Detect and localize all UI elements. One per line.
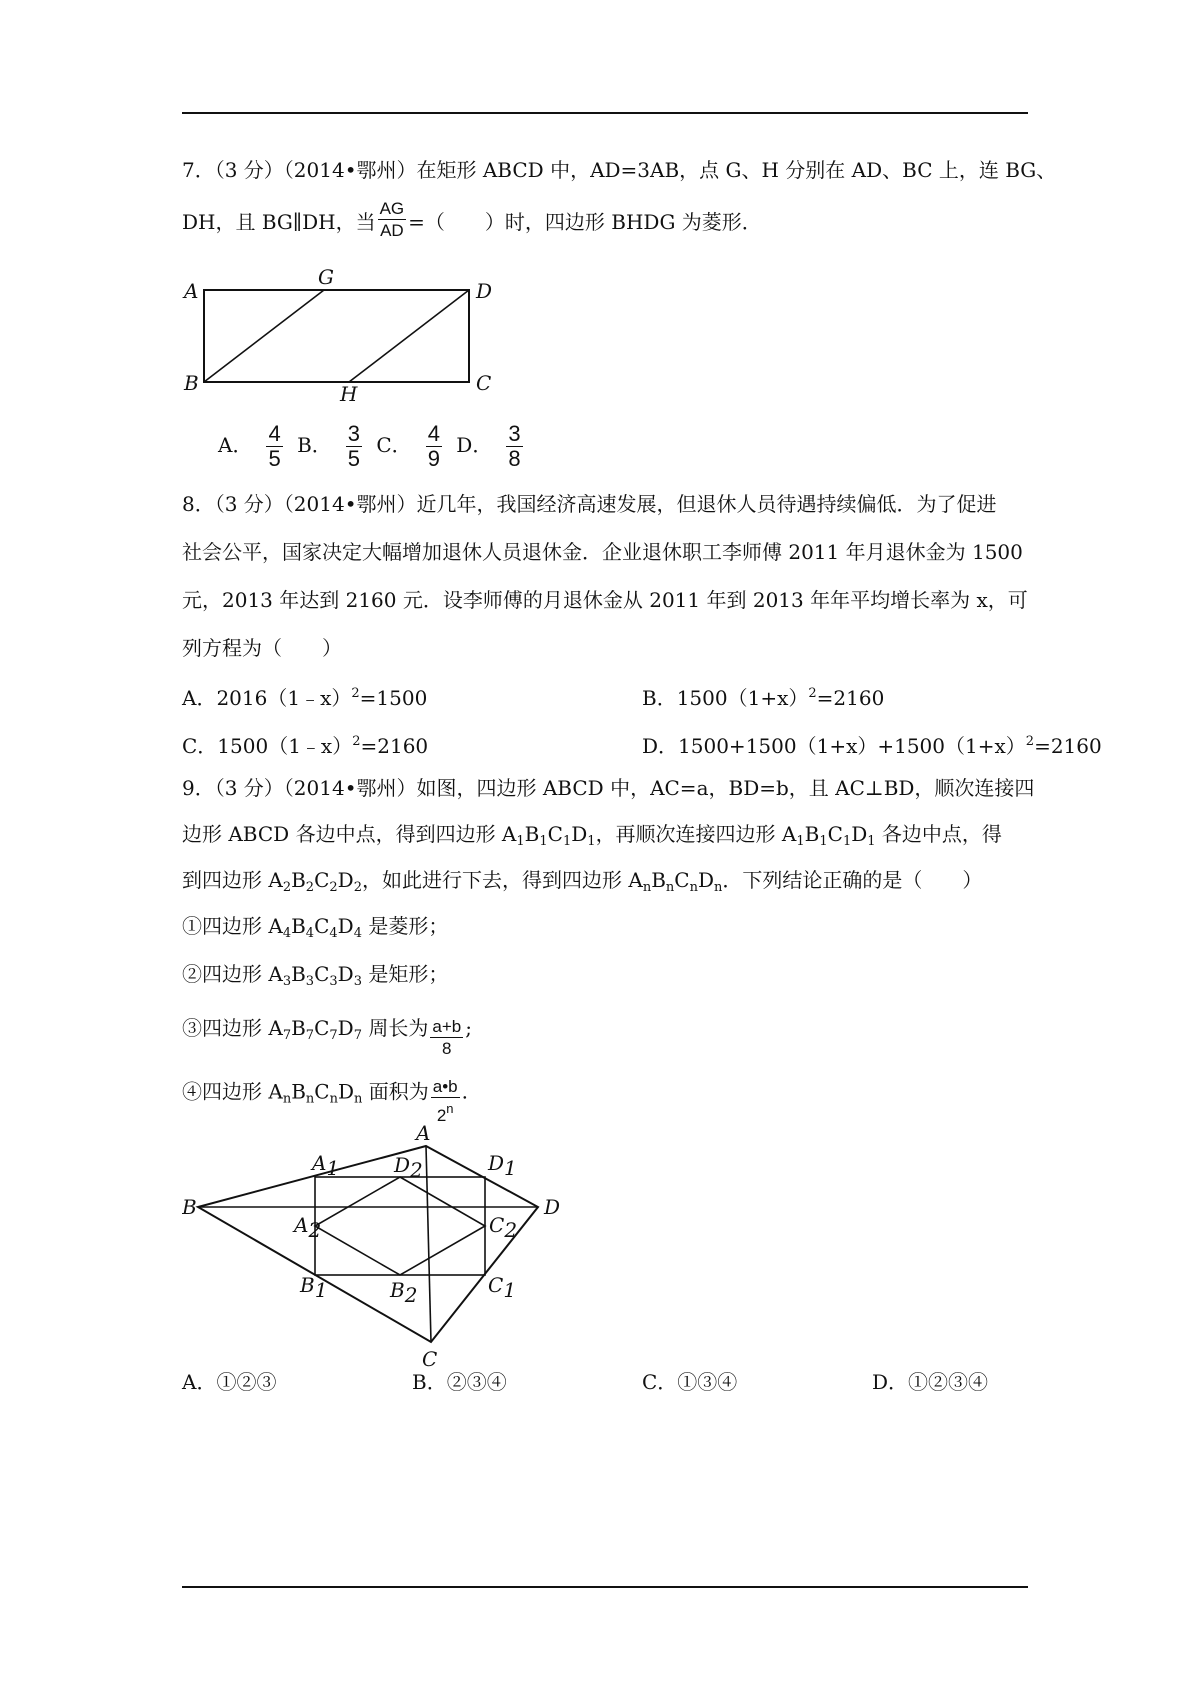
label-c1: C1	[488, 1273, 517, 1302]
header-rule	[182, 112, 1028, 114]
q9-line-3: 到四边形 $A_2B_2C_2D_2$，如此进行下去，得到四边形 $A_nB_nC_nD_n$．下列结论正确的是（ ）	[182, 868, 983, 895]
q8-line-3: 元，2013 年达到 2160 元．设李师傅的月退休金从 2011 年到 2013 年年平均增长率为 x，可	[182, 588, 1028, 612]
q9-line-1: 9．（3 分）（2014•鄂州）如图，四边形 ABCD 中，AC=a，BD=b，且 AC⊥BD，顺次连接四	[182, 776, 1035, 800]
label-d1: D1	[488, 1151, 517, 1180]
label-b2: B2	[390, 1278, 418, 1307]
q9-option-d[interactable]: D．①②③④	[872, 1370, 989, 1394]
q8-line-4: 列方程为（ ）	[182, 636, 342, 660]
diagonal-ac	[426, 1146, 431, 1342]
label-a2: A2	[294, 1213, 322, 1242]
label-a1: A1	[312, 1151, 340, 1180]
q7-option-b[interactable]: B． $\frac{3}{5}$	[297, 421, 361, 471]
q9-fraction-area: $\frac{a•b}{2^n}$	[432, 1077, 458, 1125]
label-b1: B1	[300, 1273, 328, 1302]
q7-option-a[interactable]: A． $\frac{4}{5}$	[218, 421, 281, 471]
segment-dh	[349, 290, 469, 382]
rect-abcd	[204, 290, 469, 382]
q9-statement-2: ②四边形 $A_3B_3C_3D_3$ 是矩形；	[182, 962, 449, 989]
label-b: B	[182, 1195, 197, 1219]
quad-a2b2c2d2	[315, 1177, 485, 1275]
q8-option-d[interactable]: D．$1500+1500(1+x)+1500(1+x)^2=2160$	[642, 734, 1102, 758]
q7-text-pre: DH，且 BG∥DH，当	[182, 210, 376, 234]
label-g: G	[318, 265, 334, 289]
label-c: C	[422, 1347, 438, 1371]
label-b: B	[184, 371, 199, 395]
q7-option-d[interactable]: D． $\frac{3}{8}$	[456, 421, 521, 471]
q7-line-2	[182, 199, 762, 245]
label-c2: C2	[489, 1213, 518, 1242]
q7-rectangle-figure	[182, 262, 522, 402]
footer-rule	[182, 1586, 1028, 1588]
label-a: A	[184, 279, 199, 303]
label-d2: D2	[394, 1153, 423, 1182]
q9-option-c[interactable]: C．①③④	[642, 1370, 738, 1394]
label-c: C	[476, 371, 492, 395]
label-d: D	[544, 1195, 561, 1219]
label-a: A	[416, 1122, 431, 1145]
q9-statement-1: ①四边形 $A_4B_4C_4D_4$ 是菱形；	[182, 914, 449, 941]
q9-statement-4: ④四边形 $A_nB_nC_nD_n$ 面积为 $\frac{a•b}{2^n}$ .	[182, 1077, 468, 1125]
q8-line-2: 社会公平，国家决定大幅增加退休人员退休金．企业退休职工李师傅 2011 年月退休金为 1500	[182, 540, 1023, 564]
q7-options	[218, 422, 525, 471]
q8-line-1: 8．（3 分）（2014•鄂州）近几年，我国经济高速发展，但退休人员待遇持续偏低．为了促进	[182, 492, 997, 516]
q7-fraction-ag-ad: $\frac{AG}{AD}$	[379, 199, 405, 240]
q7-text-post: =（ ）时，四边形 BHDG 为菱形．	[408, 210, 762, 234]
q8-option-c[interactable]: C．1500（1﹣x）$^2$=2160	[182, 734, 429, 758]
q8-option-b[interactable]: B．$1500(1+x)^2=2160$	[642, 686, 885, 710]
quad-abcd	[198, 1146, 538, 1342]
q9-option-b[interactable]: B．②③④	[412, 1370, 507, 1394]
q9-quadrilateral-figure	[182, 1122, 562, 1372]
q7-line-1: 7．（3 分）（2014•鄂州）在矩形 ABCD 中，AD=3AB，点 G、H 分别在 AD、BC 上，连 BG、	[182, 158, 1057, 182]
q9-option-a[interactable]: A．①②③	[182, 1370, 277, 1394]
q9-fraction-perimeter: $\frac{a+b}{8}$	[432, 1017, 462, 1058]
q8-option-a[interactable]: A．2016（1﹣x）$^2$=1500	[182, 686, 428, 710]
segment-bg	[204, 290, 324, 382]
q9-statement-3: ③四边形 $A_7B_7C_7D_7$ 周长为 $\frac{a+b}{8}$ ;	[182, 1016, 472, 1058]
quad-a1b1c1d1	[315, 1177, 485, 1275]
label-h: H	[340, 382, 358, 402]
q9-line-2: 边形 ABCD 各边中点，得到四边形 $A_1B_1C_1D_1$，再顺次连接四边形 $A_1B_1C_1D_1$ 各边中点，得	[182, 822, 1002, 849]
q7-option-c[interactable]: C． $\frac{4}{9}$	[376, 421, 440, 471]
label-d: D	[476, 279, 493, 303]
